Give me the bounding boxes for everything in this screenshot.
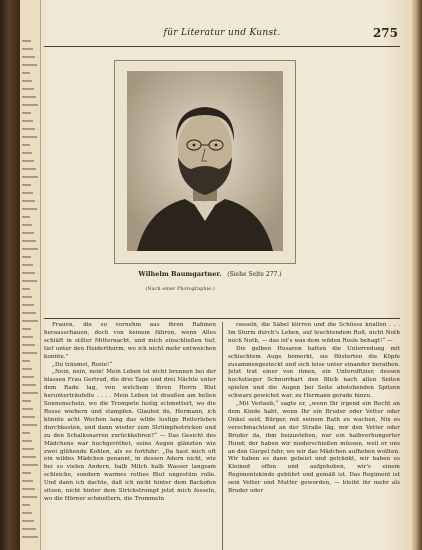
previous-page-text-line <box>22 536 38 538</box>
previous-page-text-line <box>22 464 38 466</box>
previous-page-text-line <box>22 360 30 362</box>
paragraph: „Mit Verlaub,“ sagte er, „wenn Ihr irgend ein Recht an dem Kinde habt, wenn Ihr ein Bruder oder Vetter oder Onkel seid, Bürger, mit seinem Rath zu wachen, Nix es verschmachtend an der Straße läg, mir den Vetter oder Bruder da, ihm beizustehen, nur ein halbverhungerter Hund; der haben wir niederschießen müssen, weil er uns an den Gurgel fuhr, wo wir das Mädchen aufheben wollten. Wir haben es dann gebeizt und getränkt, wir haben es Kleinod offen und aufgehoben, wir's einem Regimentskinde gebührt und gemäß ist. Das Regiment ist sein Vetter und Mutter geworden, — bleibt ihr mehr als Bruder oder <box>228 401 400 495</box>
previous-page-text-line <box>22 472 31 474</box>
previous-page-text-line <box>22 80 32 82</box>
previous-page-text-line <box>22 296 32 298</box>
previous-page-text-line <box>22 496 37 498</box>
page-header <box>44 28 400 47</box>
text-column-left <box>44 322 216 550</box>
paragraph: rasseln, die Säbel klirren und die Schüsse knallen . . . Im Sturm durch's Leben, auf leuchtendem Roß, nicht Noth noch Noth, — das ist's was dem wilden Rosle behagt!“ — <box>228 322 400 344</box>
previous-page-text-line <box>22 344 35 346</box>
previous-page-text-line <box>22 448 34 450</box>
previous-page-text-line <box>22 144 30 146</box>
previous-page-text-line <box>22 264 33 266</box>
previous-page-text-line <box>22 256 31 258</box>
previous-page-text-line <box>22 512 32 514</box>
previous-page-text-line <box>22 152 32 154</box>
portrait-plate <box>114 60 296 264</box>
previous-page-text-line <box>22 368 32 370</box>
page-number: 275 <box>372 26 398 40</box>
previous-page-text-line <box>22 64 37 66</box>
previous-page-text-line <box>22 424 37 426</box>
previous-page-text-line <box>22 184 31 186</box>
previous-page-text-line <box>22 352 37 354</box>
caption-name: Wilhelm Baumgartner. <box>138 270 222 278</box>
engraved-portrait-icon <box>127 71 283 251</box>
previous-page-text-line <box>22 312 36 314</box>
previous-page-text-line <box>22 136 37 138</box>
previous-page-text-line <box>22 96 36 98</box>
previous-page-text-line <box>22 440 32 442</box>
previous-page-text-line <box>22 48 33 50</box>
previous-page-text-line <box>22 88 34 90</box>
previous-page-text-line <box>22 320 38 322</box>
previous-page-text-line <box>22 56 35 58</box>
previous-page-edge <box>20 0 41 550</box>
previous-page-text-line <box>22 504 30 506</box>
page-edges <box>412 0 422 550</box>
caption-note: (Siehe Seite 277.) <box>227 271 282 278</box>
previous-page-text-line <box>22 280 37 282</box>
previous-page-text-line <box>22 488 35 490</box>
previous-page-text-line <box>22 104 38 106</box>
previous-page-text-line <box>22 160 34 162</box>
book-spine <box>0 0 20 550</box>
previous-page-text-line <box>22 384 36 386</box>
previous-page-text-line <box>22 408 33 410</box>
running-head: für Literatur und Kunst. <box>163 28 281 38</box>
text-column-right <box>228 322 400 550</box>
previous-page-text-line <box>22 200 35 202</box>
previous-page-text-line <box>22 72 30 74</box>
previous-page-text-line <box>22 40 31 42</box>
previous-page-text-line <box>22 232 34 234</box>
column-divider <box>222 322 223 550</box>
previous-page-text-line <box>22 208 37 210</box>
paragraph: Frauen, die so vornehm aus ihren Rahmen herausschauen, doch von keinem führen, wenn Alles schläft in stiller Mitternacht, und mich einschließen tief, tief unter den Heiderthurm, wo ich nicht mehr entweichen konnte." <box>44 322 216 360</box>
previous-page-text-line <box>22 272 35 274</box>
previous-page-text-line <box>22 392 38 394</box>
previous-page-text-line <box>22 216 30 218</box>
portrait-caption <box>80 270 340 278</box>
previous-page-text-line <box>22 528 36 530</box>
previous-page-text-line <box>22 112 31 114</box>
previous-page-text-line <box>22 120 33 122</box>
previous-page-text-line <box>22 192 33 194</box>
previous-page-text-line <box>22 480 33 482</box>
previous-page-text-line <box>22 168 36 170</box>
previous-page-text-line <box>22 376 34 378</box>
previous-page-text-line <box>22 128 35 130</box>
previous-page-text-line <box>22 328 31 330</box>
previous-page-text-line <box>22 520 34 522</box>
previous-page-text-line <box>22 432 30 434</box>
paragraph: „Nein, nein, nein! Mein Leben ist nicht brennen bei der blassen Frau Gertrud, die drei Tage und drei Nächte unter dem Rade lag, von welchem ihren Herrn Blut herunterträufelte . . . . Mein Leben ist draußen am hellen Sonnenschein, wo die Trompete lustig schmettert, wo die Rosse wiehern und stampfen. Glaubst du, Hermann, ich könnte acht Wochen lang das wilde lustige Reiterleben durchkosten, und dann wieder zum Strümpfestricken und zu den Schalksnarren zurückkehren?“ — Das Gesicht des Mädchens war hochgeröthet, seine Augen glänzten wie zwei glühende Kohlen, als es fortfuhr: „Da hast mich oft ein wildes Mädchen genannt, in dessen Adern nicht, wie bei so vielen Andern, halb Milch halb Wasser langsam schleiche, sondern warmes rothes Blut ungestüm rolle. Und dann ich dachte, daß ich nicht hinter dem Backofen sitzen, nicht hinter dem Strickstrumpf jetzt mich fesseln, wo die Hörner schmettern, die Trommeln <box>44 369 216 502</box>
previous-page-text-line <box>22 240 36 242</box>
previous-page-text-line <box>22 248 38 250</box>
previous-page-text-line <box>22 400 31 402</box>
previous-page-text-line <box>22 416 35 418</box>
body-text <box>44 318 400 550</box>
paragraph: Die gelben Husaren hatten die Unterredung mit schlechtem Auge bemerkt, sie flüsterten die Köpfe zusammengesteckt und sich leise unter einander berathen. Jetzt trat einer von ihnen, ein Unteroffizier, dessen hochstieger Schnurrbart den Blick nach allen Seiten spielen und die Augen bei Seite abstehenden Spitzen schwarz gewichst war, zu Hermann gerade hinzu. <box>228 345 400 400</box>
portrait-credit: (Nach einer Photographie.) <box>145 286 215 292</box>
book-page <box>20 0 412 550</box>
previous-page-text-line <box>22 336 33 338</box>
previous-page-text-line <box>22 176 38 178</box>
paragraph: „Du träumst, Rosie!“ <box>52 361 113 368</box>
text-rule <box>44 318 400 319</box>
previous-page-text-line <box>22 456 36 458</box>
previous-page-text-line <box>22 224 32 226</box>
previous-page-text-line <box>22 304 34 306</box>
